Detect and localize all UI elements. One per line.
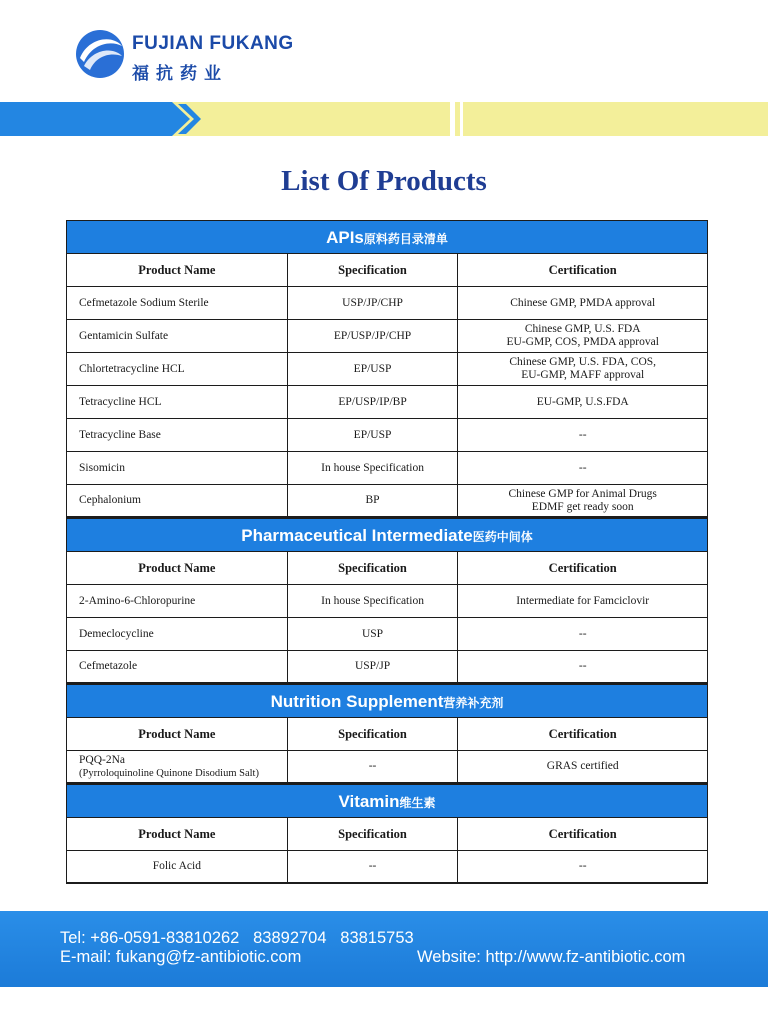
specification: BP <box>288 485 459 516</box>
product-name: Tetracycline HCL <box>67 386 288 418</box>
specification: USP/JP <box>288 651 459 682</box>
email-address[interactable]: E-mail: fukang@fz-antibiotic.com <box>60 948 302 966</box>
certification-line: GRAS certified <box>546 760 619 772</box>
product-name: Gentamicin Sulfate <box>67 320 288 352</box>
product-name: Cefmetazole Sodium Sterile <box>67 287 288 319</box>
section-header <box>66 784 708 817</box>
product-name: 2-Amino-6-Chloropurine <box>67 585 288 617</box>
product-name-sub: (Pyrroloquinoline Quinone Disodium Salt) <box>79 767 259 779</box>
certification <box>458 353 708 385</box>
company-logo <box>74 28 126 80</box>
certification-line: EU-GMP, U.S.FDA <box>536 395 629 408</box>
certification-line: -- <box>578 627 587 640</box>
header-product-name: Product Name <box>67 254 288 286</box>
certification <box>458 651 708 682</box>
section-header <box>66 684 708 717</box>
certification <box>458 386 708 418</box>
header-certification: Certification <box>458 718 708 750</box>
table-row <box>66 286 708 319</box>
table-row <box>66 650 708 683</box>
column-headers <box>66 817 708 850</box>
product-name: Tetracycline Base <box>67 419 288 451</box>
section-title-cn: 医药中间体 <box>472 530 533 544</box>
specification: In house Specification <box>288 585 459 617</box>
table-row <box>66 319 708 352</box>
brand-name-cn: 福抗药业 <box>132 64 228 84</box>
website-link[interactable]: Website: http://www.fz-antibiotic.com <box>417 948 686 966</box>
section-header <box>66 518 708 551</box>
header-product-name: Product Name <box>67 552 288 584</box>
certification <box>458 485 708 516</box>
certification <box>458 452 708 484</box>
header-specification: Specification <box>288 818 459 850</box>
table-row <box>66 418 708 451</box>
section-apis <box>66 220 708 518</box>
section-nutrition-supplement <box>66 684 708 784</box>
product-name <box>67 751 288 782</box>
certification <box>458 585 708 617</box>
certification <box>458 419 708 451</box>
header-certification: Certification <box>458 254 708 286</box>
section-title: Vitamin <box>338 792 400 811</box>
certification-line: Chinese GMP, U.S. FDA, COS, <box>509 356 657 368</box>
header-band <box>0 102 768 136</box>
table-row <box>66 617 708 650</box>
header-product-name: Product Name <box>67 818 288 850</box>
certification-line: -- <box>578 860 587 872</box>
contact-footer <box>0 911 768 987</box>
column-headers <box>66 717 708 750</box>
certification <box>458 851 708 882</box>
certification <box>458 751 708 782</box>
specification: USP <box>288 618 459 650</box>
brand <box>132 33 294 84</box>
product-table <box>66 220 708 884</box>
product-name: Cephalonium <box>67 485 288 516</box>
header-specification: Specification <box>288 254 459 286</box>
certification-line: -- <box>578 660 587 672</box>
certification-line: Chinese GMP, U.S. FDA <box>524 323 641 335</box>
section-title-cn: 维生素 <box>399 796 436 810</box>
table-row <box>66 850 708 883</box>
header-certification: Certification <box>458 818 708 850</box>
product-name: Demeclocycline <box>67 618 288 650</box>
table-row <box>66 385 708 418</box>
brand-name-en: FUJIAN FUKANG <box>132 33 294 54</box>
certification-line: EU-GMP, COS, PMDA approval <box>506 336 659 348</box>
specification: EP/USP/JP/CHP <box>288 320 459 352</box>
specification: -- <box>288 851 459 882</box>
section-title-cn: 原料药目录清单 <box>363 232 448 246</box>
specification: USP/JP/CHP <box>288 287 459 319</box>
header-specification: Specification <box>288 718 459 750</box>
table-row <box>66 451 708 484</box>
specification: EP/USP/IP/BP <box>288 386 459 418</box>
header-certification: Certification <box>458 552 708 584</box>
certification-line: -- <box>578 461 587 474</box>
header-specification: Specification <box>288 552 459 584</box>
certification-line: Chinese GMP, PMDA approval <box>510 296 656 309</box>
certification <box>458 618 708 650</box>
header-product-name: Product Name <box>67 718 288 750</box>
certification-line: EU-GMP, MAFF approval <box>521 369 645 381</box>
table-row <box>66 750 708 783</box>
telephone-numbers: Tel: +86-0591-83810262 83892704 83815753 <box>60 929 414 947</box>
certification-line: EDMF get ready soon <box>531 500 634 513</box>
section-pharmaceutical-intermediate <box>66 518 708 684</box>
specification: In house Specification <box>288 452 459 484</box>
column-headers <box>66 551 708 584</box>
table-row <box>66 352 708 385</box>
certification-line: Chinese GMP for Animal Drugs <box>508 487 657 500</box>
certification-line: Intermediate for Famciclovir <box>516 594 650 607</box>
product-name: Folic Acid <box>67 851 288 882</box>
specification: EP/USP <box>288 353 459 385</box>
section-title: Nutrition Supplement <box>270 692 444 711</box>
specification: EP/USP <box>288 419 459 451</box>
certification <box>458 320 708 352</box>
section-header <box>66 220 708 253</box>
specification: -- <box>288 751 459 782</box>
table-row <box>66 484 708 517</box>
section-vitamin <box>66 784 708 884</box>
table-row <box>66 584 708 617</box>
page-title: List Of Products <box>281 165 487 197</box>
section-title: Pharmaceutical Intermediate <box>241 526 473 545</box>
column-headers <box>66 253 708 286</box>
section-title-cn: 营养补充剂 <box>443 696 504 710</box>
section-title: APIs <box>326 228 364 247</box>
certification <box>458 287 708 319</box>
product-name-main: PQQ-2Na <box>79 753 125 766</box>
product-name: Sisomicin <box>67 452 288 484</box>
product-name: Chlortetracycline HCL <box>67 353 288 385</box>
certification-line: -- <box>578 428 587 441</box>
product-name: Cefmetazole <box>67 651 288 682</box>
